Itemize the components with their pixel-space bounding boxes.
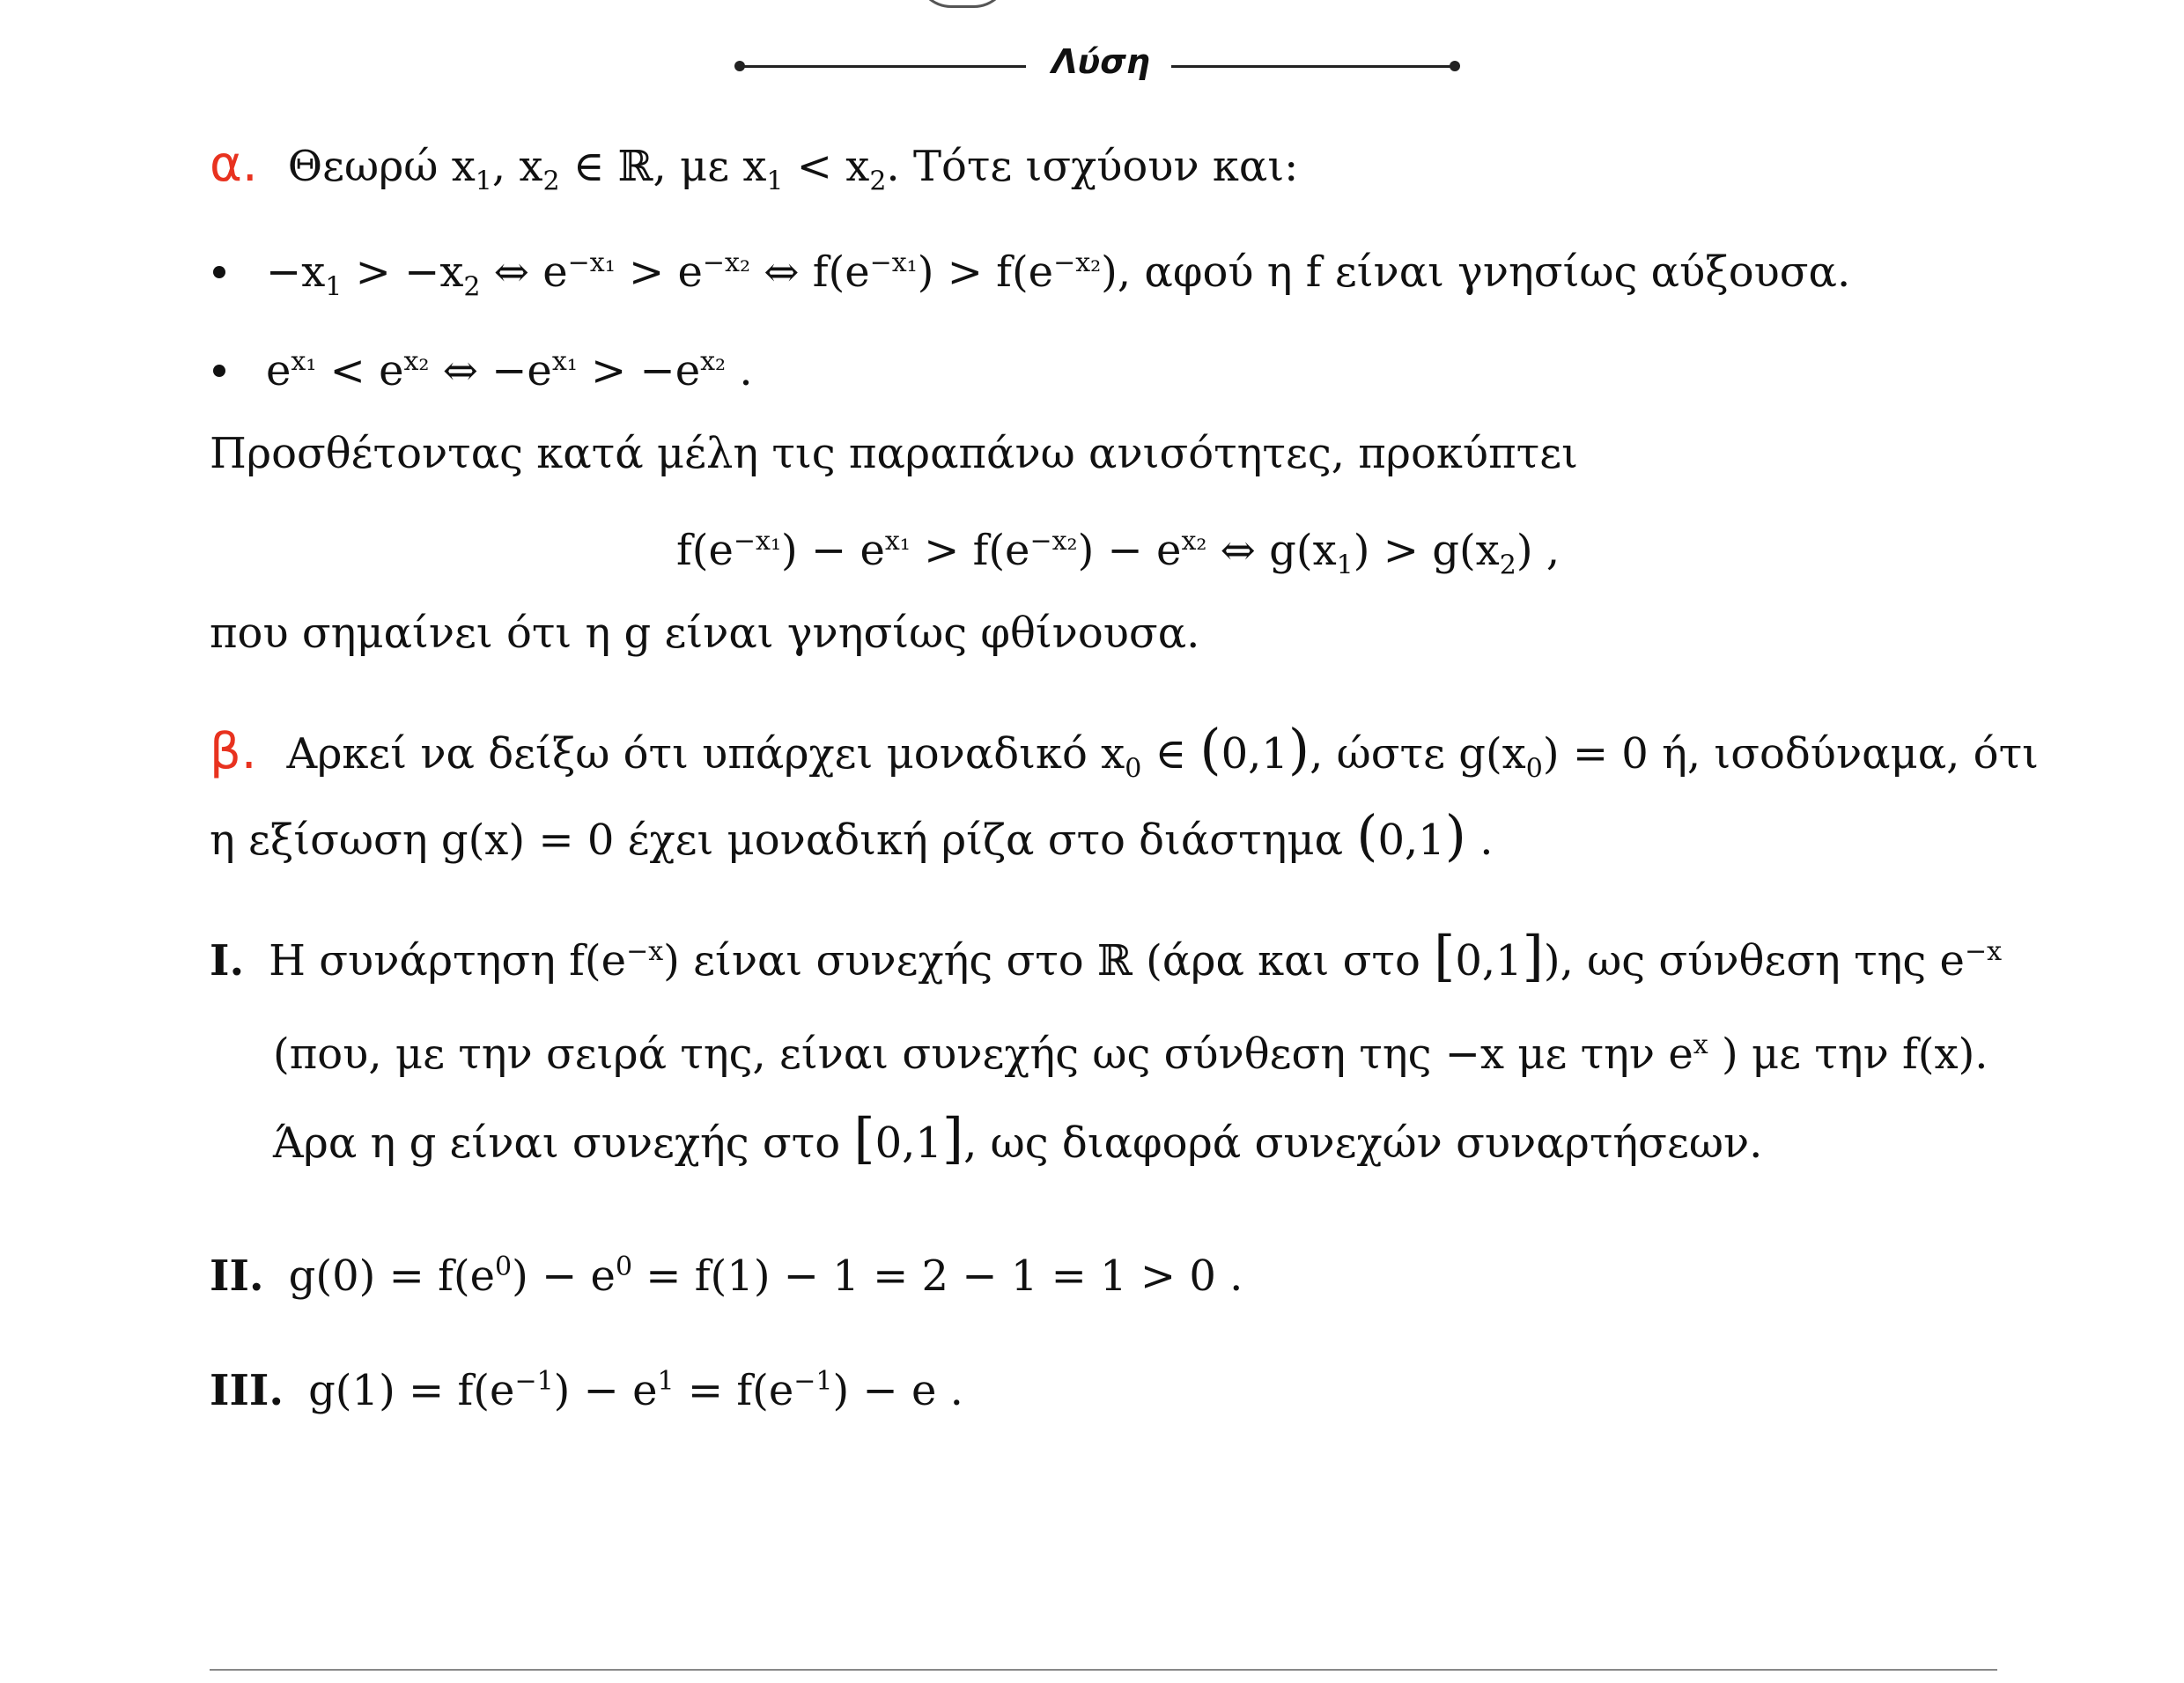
item-I-line2-text: (που, με την σειρά της, είναι συνεχής ως σύνθεση της −x με την bbox=[273, 1030, 1656, 1079]
item-I-line3-math: [0,1] bbox=[853, 1106, 964, 1170]
alpha-intro-math2: $x_1 < x_2$ bbox=[742, 142, 887, 197]
item-I-line1-math4: $e^{-x}$ bbox=[1939, 936, 2002, 985]
alpha-marker: α. bbox=[210, 136, 258, 193]
alpha-intro bbox=[210, 137, 1298, 210]
item-I-line1-math3: [0,1] bbox=[1434, 924, 1544, 988]
footer-rule bbox=[210, 1669, 1997, 1671]
alpha-adding-text: Προσθέτοντας κατά μέλη τις παραπάνω ανισότητες, προκύπτει bbox=[210, 429, 1578, 478]
beta-line-2 bbox=[210, 803, 1494, 867]
bullet1-text: , αφού η f είναι γνησίως αύξουσα. bbox=[1117, 247, 1851, 297]
bullet-icon bbox=[213, 266, 225, 278]
section-header bbox=[0, 35, 2184, 97]
item-II-label: II. bbox=[210, 1251, 264, 1301]
item-I-line1-text: Η συνάρτηση bbox=[269, 936, 556, 985]
item-III-label: III. bbox=[210, 1366, 284, 1415]
item-III-math: $g(1) = f(e^{-1}) - e^1 = f(e^{-1}) - e$ . bbox=[308, 1366, 963, 1415]
section-title: Λύση bbox=[1051, 42, 1150, 81]
beta-line1-math2: $g(x_0) = 0$ bbox=[1458, 729, 1649, 785]
previous-section-fragment bbox=[916, 0, 1009, 8]
bullet1-math: $-x_1 > -x_2$ ⇔ $e^{-x_1} > e^{-x_2}$ ⇔ $f(e^{-x_1}) > f(e^{-x_2})$ bbox=[266, 247, 1118, 303]
alpha-intro-text: Θεωρώ bbox=[287, 142, 439, 191]
header-dot-right bbox=[1450, 61, 1460, 71]
item-I-label: I. bbox=[210, 936, 245, 985]
beta-line-1 bbox=[210, 717, 2039, 797]
item-II-math: $g(0) = f(e^0) - e^0 = f(1) - 1 = 2 - 1 = 1 > 0$ . bbox=[288, 1251, 1243, 1301]
beta-line2-text2: έχει μοναδική ρίζα στο διάστημα bbox=[627, 816, 1343, 865]
header-rule-right bbox=[1171, 65, 1455, 68]
item-I-line3-text: Άρα η g είναι συνεχής στο bbox=[273, 1118, 841, 1168]
beta-line1-text2: , ώστε bbox=[1310, 729, 1445, 779]
beta-line2-math: g(x) = 0 bbox=[440, 816, 615, 865]
alpha-bullet-2 bbox=[213, 335, 753, 398]
beta-line2-text: η εξίσωση bbox=[210, 816, 428, 865]
header-rule-left bbox=[740, 65, 1026, 68]
bullet2-math: $e^{x_1} < e^{x_2}$ ⇔ $-e^{x_1} > -e^{x_2}$ . bbox=[266, 346, 753, 395]
beta-line1-text3: ή, ισοδύναμα, ότι bbox=[1662, 729, 2039, 779]
alpha-conclusion: που σημαίνει ότι η g είναι γνησίως φθίνουσα. bbox=[210, 609, 1200, 658]
beta-line1-math: $x_0$ ∈ (0,1) bbox=[1101, 717, 1310, 785]
item-I-line1-math: $f(e^{-x})$ bbox=[569, 936, 680, 985]
beta-marker: β. bbox=[210, 723, 257, 780]
alpha-bullet-1 bbox=[213, 236, 1850, 315]
item-I-line2-text2: ) με την f(x). bbox=[1721, 1030, 1988, 1079]
item-I-line1-text4: ), ως σύνθεση της bbox=[1543, 936, 1927, 985]
alpha-display-equation: $f(e^{-x_1}) - e^{x_1} > f(e^{-x_2}) - e^{x_2}$ ⇔ $g(x_1) > g(x_2)$ , bbox=[676, 526, 1561, 581]
item-I-line-3 bbox=[273, 1106, 1763, 1170]
item-I-line3-text2: , ως διαφορά συνεχών συναρτήσεων. bbox=[963, 1118, 1763, 1168]
alpha-intro-text2: , με bbox=[653, 142, 730, 191]
beta-line1-text: Αρκεί να δείξω ότι υπάρχει μοναδικό bbox=[286, 729, 1088, 779]
alpha-intro-text3: . Τότε ισχύουν και: bbox=[886, 142, 1299, 191]
item-I-line-1 bbox=[210, 925, 2002, 988]
item-I-line1-math2: ℝ bbox=[1096, 936, 1133, 985]
item-I-line1-text3: (άρα και στο bbox=[1146, 936, 1420, 985]
item-I-line1-text2: είναι συνεχής στο bbox=[693, 936, 1084, 985]
item-I-line-2 bbox=[273, 1018, 1988, 1081]
item-I-line2-math: $e^x$ bbox=[1668, 1030, 1708, 1079]
alpha-intro-math: $x_1$, $x_2$ ∈ ℝ bbox=[451, 142, 653, 197]
item-III bbox=[210, 1355, 963, 1418]
beta-line2-math2: (0,1) . bbox=[1356, 803, 1494, 867]
item-II bbox=[210, 1240, 1243, 1303]
bullet-icon bbox=[213, 365, 225, 377]
